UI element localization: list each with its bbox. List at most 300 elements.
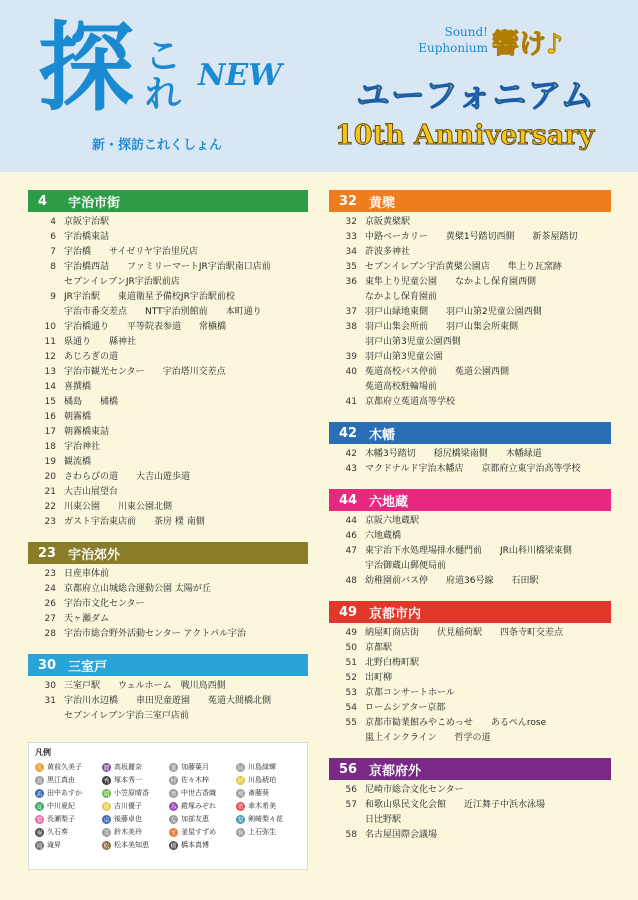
page-number: 13: [44, 367, 56, 377]
location-continuation: 宇治御蔵山郵便局前: [365, 561, 447, 571]
left-column: [28, 190, 308, 736]
page-number: 9: [50, 292, 56, 302]
section-header: [329, 190, 611, 212]
legend-item: [236, 800, 301, 812]
section-list: [329, 444, 611, 480]
legend-title: 凡例: [35, 748, 51, 757]
sound-euphonium-label: [418, 25, 488, 56]
location-continuation: 嵐上インクライン 哲学の道: [365, 733, 491, 743]
location-names: 許波多神社: [365, 247, 411, 257]
location-row: [28, 425, 308, 440]
character-icon: 梨: [36, 816, 43, 824]
location-row: [28, 470, 308, 485]
character-icon: 弥: [237, 829, 244, 837]
location-row: [329, 529, 611, 544]
location-names: 宇治市観光センター 宇治塔川交差点: [64, 367, 226, 377]
page-number: 10: [44, 322, 56, 332]
location-row: [28, 335, 308, 350]
character-icon: 友: [170, 816, 177, 824]
location-names: 北野白梅町駅: [365, 658, 420, 668]
character-icon: 久: [36, 764, 43, 772]
section-list: [329, 212, 611, 413]
location-row: [28, 215, 308, 230]
character-icon: み: [170, 803, 177, 811]
hibike-title: 響け♪: [492, 29, 564, 60]
page-number: 54: [345, 703, 357, 713]
legend-item: [35, 826, 100, 838]
location-continuation: セブンイレブンJR宇治駅前店: [64, 277, 180, 287]
legend-label: 上石弥生: [248, 828, 276, 836]
location-row: [28, 597, 308, 612]
character-icon: あ: [36, 790, 43, 798]
location-row: [329, 215, 611, 230]
location-row: [28, 290, 308, 305]
legend-item: [102, 787, 167, 799]
legend-item: [102, 813, 167, 825]
legend-label: 釜屋すずめ: [181, 828, 217, 836]
page-number: 21: [44, 487, 56, 497]
legend-item: [236, 813, 301, 825]
location-row: [28, 679, 308, 694]
legend-label: 鈴木美玲: [114, 828, 142, 836]
page-number: 20: [44, 472, 56, 482]
page-number: 12: [44, 352, 56, 362]
legend-item: [169, 761, 234, 773]
location-row: [329, 716, 611, 731]
section-number: 23: [38, 545, 57, 561]
location-names: 京阪宇治駅: [64, 217, 110, 227]
location-names: 宇治橋西詰 ファミリーマートJR宇治駅南口店前: [64, 262, 271, 272]
location-row: [329, 626, 611, 641]
section-title: 三室戸: [68, 659, 108, 675]
page-number: 38: [345, 322, 357, 332]
location-row: [28, 230, 308, 245]
page-number: 53: [345, 688, 357, 698]
page-number: 49: [345, 628, 357, 638]
page-number: 16: [44, 412, 56, 422]
legend-label: 傘木希美: [248, 802, 276, 810]
section-header: [329, 422, 611, 444]
character-icon: 優: [103, 803, 110, 811]
location-names: 木幡3号踏切 穏尻橋梁南側 木幡緑道: [365, 449, 542, 459]
location-row: [329, 447, 611, 462]
sound-line-2: Euphonium: [418, 40, 488, 55]
legend-label: 斎藤葵: [248, 789, 269, 797]
legend-item: [236, 774, 301, 786]
section-number: 56: [339, 761, 358, 777]
legend-item: [35, 761, 100, 773]
location-names: 京阪六地蔵駅: [365, 516, 420, 526]
location-continuation: セブンイレブン宇治三室戸店前: [64, 711, 189, 721]
legend-label: 佐々木梓: [181, 776, 209, 784]
character-icon: 梓: [170, 777, 177, 785]
location-row: [329, 395, 611, 410]
legend-item: [35, 839, 100, 851]
character-icon: す: [170, 829, 177, 837]
character-icon: 梨: [237, 816, 244, 824]
location-names: 幼稚園前バス停 府道36号線 石田駅: [365, 576, 539, 586]
location-names: 羽戸山緑地東側 羽戸山第2児童公園西側: [365, 307, 542, 317]
page-number: 52: [345, 673, 357, 683]
sound-line-1: Sound!: [444, 25, 488, 39]
section-header: [28, 654, 308, 676]
page-number: 50: [345, 643, 357, 653]
legend-label: 滝昇: [47, 841, 61, 849]
location-row: [329, 230, 611, 245]
page-number: 26: [44, 599, 56, 609]
section-number: 42: [339, 425, 358, 441]
location-names: 京都駅: [365, 643, 393, 653]
location-row: [329, 656, 611, 671]
legend-label: 長瀬梨子: [47, 815, 75, 823]
location-names: 川東公園 川東公園北側: [64, 502, 173, 512]
location-names: 日産車体前: [64, 569, 110, 579]
section-list: [28, 676, 308, 727]
location-row: [329, 641, 611, 656]
location-names: 納屋町商店街 伏見稲荷駅 四条寺町交差点: [365, 628, 564, 638]
location-names: 京阪黄檗駅: [365, 217, 411, 227]
location-row: [329, 462, 611, 477]
section-title: 京都市内: [369, 606, 422, 622]
logo-kore: これ: [145, 36, 182, 115]
logo-new: NEW: [198, 58, 282, 93]
character-icon: 葉: [170, 764, 177, 772]
section-23: [28, 542, 308, 645]
section-title: 木幡: [369, 427, 396, 443]
location-names: 観流橋: [64, 457, 92, 467]
location-row: [28, 582, 308, 597]
section-header: [329, 758, 611, 780]
page-number: 18: [44, 442, 56, 452]
location-names: 宇治川水辺橋 車田児童遊園 菟道大間橋北側: [64, 696, 272, 706]
location-names: 京都府立山城総合運動公園 太陽が丘: [64, 584, 211, 594]
location-row: [329, 365, 611, 380]
location-row: [28, 410, 308, 425]
character-icon: 緑: [237, 764, 244, 772]
legend-item: [102, 800, 167, 812]
location-names: 朝霧橋: [64, 412, 92, 422]
location-names: 京都市勧業館みやこめっせ あるぺんrose: [365, 718, 547, 728]
location-row: [28, 440, 308, 455]
location-row: [28, 260, 308, 275]
legend-label: 後藤卓也: [114, 815, 142, 823]
legend-item: [169, 826, 234, 838]
section-list: [28, 564, 308, 645]
page-number: 58: [345, 830, 357, 840]
page-number: 46: [345, 531, 357, 541]
section-header: [28, 190, 308, 212]
section-42: [329, 422, 611, 480]
euphonium-title: ユーフォニアム: [356, 76, 596, 116]
page-number: 11: [44, 337, 56, 347]
location-row: [28, 395, 308, 410]
location-row: [28, 515, 308, 530]
location-row: [329, 350, 611, 365]
location-row: [28, 627, 308, 642]
location-names: 六地蔵橋: [365, 531, 402, 541]
section-title: 六地蔵: [369, 494, 409, 510]
location-row: [329, 828, 611, 843]
page-number: 57: [345, 800, 357, 810]
location-names: 宇治橋東詰: [64, 232, 110, 242]
legend-label: 黒江真由: [47, 776, 75, 784]
character-icon: 橋: [170, 842, 177, 850]
location-row: [329, 320, 611, 335]
character-icon: 香: [170, 790, 177, 798]
page-number: 43: [345, 464, 357, 474]
section-30: [28, 654, 308, 727]
page-number: 48: [345, 576, 357, 586]
location-names: 朝霧橋東詰: [64, 427, 110, 437]
section-number: 4: [38, 193, 48, 209]
legend-item: [35, 813, 100, 825]
legend-label: 剣崎梨々花: [248, 815, 283, 823]
location-continuation: 羽戸山第3児童公園西側: [365, 337, 461, 347]
location-names: 橘島 橘橋: [64, 397, 119, 407]
location-names: 宇治橋通り 平等院表参道 常槇橋: [64, 322, 227, 332]
character-icon: 秀: [103, 777, 110, 785]
legend-label: 川島緑輝: [248, 763, 276, 771]
location-row: [28, 612, 308, 627]
section-title: 京都府外: [369, 763, 422, 779]
legend-label: 中川夏紀: [47, 802, 75, 810]
logo-main-char: 探: [38, 12, 130, 124]
location-row: [329, 245, 611, 260]
location-names: 東隼上り児童公園 なかよし保育園西側: [365, 277, 537, 287]
page-number: 15: [44, 397, 56, 407]
legend-label: 田中あすか: [47, 789, 82, 797]
location-names: あじろぎの道: [64, 352, 119, 362]
page-number: 33: [345, 232, 357, 242]
location-row: [329, 275, 611, 290]
location-continuation: 日比野駅: [365, 815, 402, 825]
page-number: 37: [345, 307, 357, 317]
legend-item: [35, 800, 100, 812]
section-44: [329, 489, 611, 592]
location-names: 宇治市文化センター: [64, 599, 145, 609]
page-number: 56: [345, 785, 357, 795]
character-icon: 琥: [237, 777, 244, 785]
section-list: [329, 511, 611, 592]
logo-subtitle: 新・探訪これくしょん: [92, 138, 223, 153]
page-number: 55: [345, 718, 357, 728]
location-names: ロームシアター京都: [365, 703, 446, 713]
page-number: 19: [44, 457, 56, 467]
page-number: 28: [44, 629, 56, 639]
location-row: [28, 380, 308, 395]
location-names: 天ヶ瀬ダム: [64, 614, 110, 624]
section-title: 宇治郊外: [68, 547, 121, 563]
location-names: 三室戸駅 ウェルホーム 戦川鳥西側: [64, 681, 226, 691]
section-number: 44: [339, 492, 358, 508]
character-icon: 麗: [103, 764, 110, 772]
page-number: 27: [44, 614, 56, 624]
location-names: 中路ベーカリー 黄檗1号踏切西側 新茶屋踏切: [365, 232, 578, 242]
section-32: [329, 190, 611, 413]
page-number: 39: [345, 352, 357, 362]
page-number: 30: [44, 681, 56, 691]
page-number: 23: [44, 569, 56, 579]
right-column: [329, 190, 611, 855]
location-names: JR宇治駅 東道衛星予備校JR宇治駅前校: [64, 292, 235, 302]
page-number: 44: [345, 516, 357, 526]
location-names: 宇治橋 サイゼリヤ宇治里尻店: [64, 247, 198, 257]
section-56: [329, 758, 611, 846]
location-names: 県通り 縣神社: [64, 337, 137, 347]
location-names: 京都府立菟道高等学校: [365, 397, 456, 407]
legend-item: [102, 761, 167, 773]
location-names: 大吉山展望台: [64, 487, 119, 497]
legend-label: 高坂麗奈: [114, 763, 142, 771]
location-names: ガスト宇治東店前 茶房 樸 南側: [64, 517, 205, 527]
legend-label: 松本美知恵: [114, 841, 149, 849]
legend-label: 吉川優子: [114, 802, 142, 810]
location-row: [329, 544, 611, 559]
character-icon: 松: [103, 842, 110, 850]
location-names: 東宇治下水処理場排水樋門前 JR山科川橋梁東側: [365, 546, 572, 556]
section-number: 32: [339, 193, 358, 209]
location-names: 出町柳: [365, 673, 393, 683]
page-number: 14: [44, 382, 56, 392]
location-row: [28, 485, 308, 500]
page-number: 23: [44, 517, 56, 527]
page-number: 40: [345, 367, 357, 377]
legend-label: 橋本真博: [181, 841, 209, 849]
character-icon: 葵: [237, 790, 244, 798]
location-row: [28, 365, 308, 380]
location-row: [28, 694, 308, 709]
legend-label: 川島琥珀: [248, 776, 276, 784]
location-names: さわらびの道 大吉山遊歩道: [64, 472, 191, 482]
page-number: 8: [50, 262, 56, 272]
legend-box: [28, 742, 308, 870]
section-list: [329, 623, 611, 749]
legend-grid: [35, 761, 301, 851]
legend-item: [169, 813, 234, 825]
legend-label: 加部友恵: [181, 815, 209, 823]
location-row: [329, 671, 611, 686]
location-names: 宇治神社: [64, 442, 101, 452]
page-number: 32: [345, 217, 357, 227]
page-number: 42: [345, 449, 357, 459]
legend-item: [35, 774, 100, 786]
location-names: 羽戸山第3児童公園: [365, 352, 443, 362]
legend-item: [102, 839, 167, 851]
section-title: 宇治市街: [68, 195, 121, 211]
section-header: [28, 542, 308, 564]
character-icon: 希: [237, 803, 244, 811]
location-row: [28, 320, 308, 335]
page-number: 34: [345, 247, 357, 257]
page-number: 6: [50, 232, 56, 242]
section-number: 30: [38, 657, 57, 673]
legend-item: [169, 787, 234, 799]
character-icon: 夏: [36, 803, 43, 811]
legend-label: 塚本秀一: [114, 776, 142, 784]
page-number: 47: [345, 546, 357, 556]
location-row: [28, 245, 308, 260]
legend-item: [169, 774, 234, 786]
page-number: 51: [345, 658, 357, 668]
legend-item: [35, 787, 100, 799]
character-icon: 晴: [103, 790, 110, 798]
legend-label: 鎧塚みぞれ: [181, 802, 216, 810]
location-row: [28, 455, 308, 470]
page-number: 36: [345, 277, 357, 287]
legend-label: 中世古香織: [181, 789, 216, 797]
legend-item: [236, 826, 301, 838]
legend-item: [236, 761, 301, 773]
section-title: 黄檗: [369, 195, 396, 211]
legend-item: [169, 839, 234, 851]
location-names: 和歌山県民文化会館 近江舞子中浜水泳場: [365, 800, 546, 810]
section-4: [28, 190, 308, 533]
page-number: 17: [44, 427, 56, 437]
character-icon: 卓: [103, 816, 110, 824]
location-row: [329, 686, 611, 701]
section-number: 49: [339, 604, 358, 620]
character-icon: 美: [103, 829, 110, 837]
location-row: [28, 500, 308, 515]
page-header: [0, 0, 638, 172]
location-continuation: 宇治市番交差点 NTT宇治別館前 本町通り: [64, 307, 262, 317]
legend-item: [102, 826, 167, 838]
location-row: [28, 350, 308, 365]
location-names: 名古屋国際会議場: [365, 830, 438, 840]
anniversary-title: 10th Anniversary: [335, 120, 595, 151]
section-49: [329, 601, 611, 749]
page-number: 7: [50, 247, 56, 257]
page-number: 22: [44, 502, 56, 512]
location-row: [329, 305, 611, 320]
page-number: 31: [44, 696, 56, 706]
legend-label: 加藤葉月: [181, 763, 209, 771]
legend-label: 小笠原晴香: [114, 789, 149, 797]
section-header: [329, 601, 611, 623]
location-row: [329, 514, 611, 529]
section-header: [329, 489, 611, 511]
page-number: 4: [50, 217, 56, 227]
location-names: 喜撰橋: [64, 382, 92, 392]
section-list: [28, 212, 308, 533]
location-row: [329, 574, 611, 589]
page-number: 35: [345, 262, 357, 272]
location-names: 菟道高校バス停前 菟道公園西側: [365, 367, 510, 377]
location-row: [28, 567, 308, 582]
location-names: セブンイレブン宇治黄檗公園店 隼上り瓦窯跡: [365, 262, 562, 272]
page-number: 24: [44, 584, 56, 594]
character-icon: 奏: [36, 829, 43, 837]
legend-label: 黄前久美子: [47, 763, 82, 771]
character-icon: 滝: [36, 842, 43, 850]
location-continuation: 菟道高校駐輪場前: [365, 382, 438, 392]
legend-item: [236, 787, 301, 799]
page-number: 41: [345, 397, 357, 407]
section-list: [329, 780, 611, 846]
location-row: [329, 260, 611, 275]
location-names: 尼崎市総合文化センター: [365, 785, 464, 795]
location-names: 宇治市総合野外活動センター アクトパル宇治: [64, 629, 247, 639]
character-icon: 真: [36, 777, 43, 785]
location-names: マクドナルド宇治木幡店 京都府立東宇治高等学校: [365, 464, 581, 474]
legend-item: [169, 800, 234, 812]
legend-label: 久石奏: [47, 828, 68, 836]
location-names: 羽戸山集会所前 羽戸山集会所東側: [365, 322, 519, 332]
location-row: [329, 701, 611, 716]
location-continuation: なかよし保育園前: [365, 292, 438, 302]
location-row: [329, 783, 611, 798]
location-names: 京都コンサートホール: [365, 688, 455, 698]
